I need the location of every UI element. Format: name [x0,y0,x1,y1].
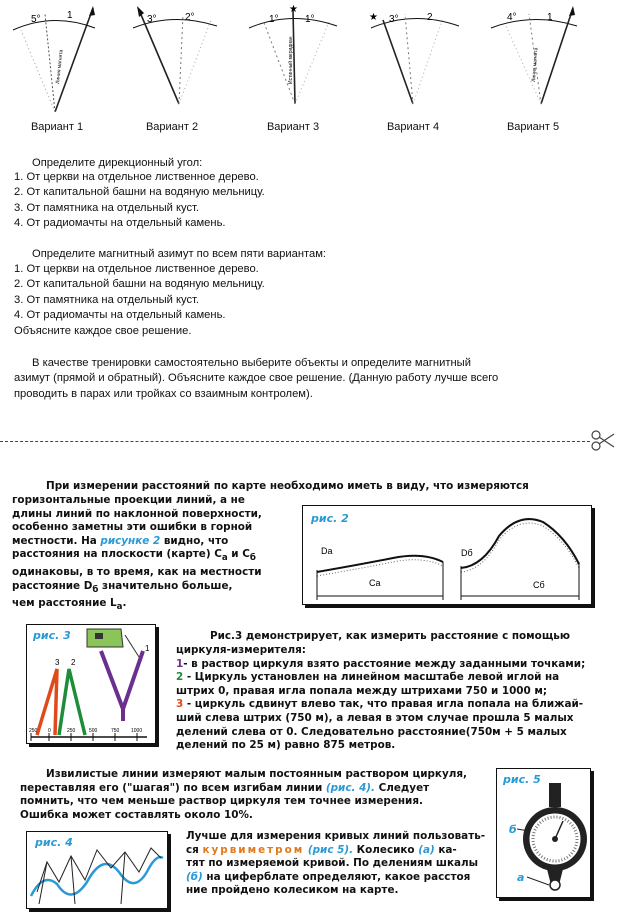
svg-text:2: 2 [71,658,76,667]
variant-5-right-mark: 1 [547,12,553,23]
curvimeter-term: курвиметром [202,843,305,856]
variant-5-diagram [485,0,585,112]
svg-text:Cа: Cа [369,578,381,588]
variant-1-side-text: Линия магнита [55,49,65,85]
figure-5-mark-b: б [509,823,517,836]
variant-2-right-mark: 2° [185,12,195,23]
cut-line [0,441,590,442]
measure-text: горизонтальные проекции линий, а не длины линий по наклонной поверхности, особенно заметны эти ошибки в горной местности. На рисунке 2 видно, что расстояния на плоскости (карте) $С_а$ и $С_б$ одинаковы, в то время, как на местности расстояние $D_б$ значительно больше, чем расстояние $L_а$. [12,494,262,613]
variant-2-label: Вариант 2 [145,121,199,133]
scale-tick: 250 [29,728,38,734]
scale-tick: 500 [89,728,98,734]
task1-list [14,170,265,232]
task1-item: 3. От памятника на отдельный куст. [14,201,200,214]
figure-5-mark-a: а [517,871,525,884]
task2-heading: Определите магнитный азимут по всем пяти вариантам: [32,248,327,260]
figure-5 [496,768,591,898]
svg-text:1: 1 [145,644,150,653]
figure-2-label: рис. 2 [311,512,349,525]
variant-4-left-mark: 3° [389,14,399,25]
figure-5-label: рис. 5 [503,773,541,786]
task1-item: 4. От радиомачты на отдельный камень. [14,217,226,230]
svg-text:★: ★ [289,4,298,15]
variant-1-diagram [5,0,105,112]
variant-4-right-mark: 2 [427,12,433,23]
variant-2-left-mark: 3° [147,14,157,25]
svg-text:3: 3 [55,658,60,667]
svg-text:Dа: Dа [321,546,333,556]
variant-1-right-mark: 1 [67,10,73,21]
scale-tick: 250 [67,728,76,734]
measure-line1: При измерении расстояний по карте необходимо иметь в виду, что измеряются [46,480,529,492]
figure-4-label: рис. 4 [35,836,73,849]
scale-tick: 1000 [131,728,143,734]
variant-5-side-text: Линия магнита [531,47,540,83]
figure-3-intro: Рис.3 демонстрирует, как измерить расстояние с помощью [210,630,570,642]
curvimeter-text: Лучше для измерения кривых линий пользовать- ся курвиметром (рис 5). Колесико (а) ка- тят по измеряемой кривой. По делениям шкалы (б) на циферблате определяют, какое расстоя ние пройдено колесиком на карте. [186,830,486,897]
figure-5-reference[interactable]: (рис 5). [307,843,354,856]
task2-item: Объясните каждое свое решение. [14,324,192,337]
scale-tick: 0 [48,728,51,734]
variant-3-diagram [245,0,345,112]
variant-5-left-mark: 4° [507,12,517,23]
scissors-icon [590,428,616,454]
variant-5-label: Вариант 5 [506,121,560,133]
variant-1-label: Вариант 1 [30,121,84,133]
figure-2-reference[interactable]: рисунке 2 [100,534,161,547]
svg-text:Dб: Dб [461,548,473,558]
variant-3-side-text: Истинный меридиан [288,36,294,84]
figure-3-label: рис. 3 [33,629,71,642]
variant-2-diagram [125,0,225,112]
curves-text: Извилистые линии измеряют малым постоянным раствором циркуля, переставляя его ("шагая") по всем изгибам линии (рис. 4). Следует помнить, что чем меньше раствор циркуля тем точнее измерения. Ошибка может составлять около 10%. [20,768,467,821]
variant-4-label: Вариант 4 [386,121,440,133]
variant-1-left-mark: 5° [31,14,41,25]
figure-4 [26,831,168,909]
variant-3-label: Вариант 3 [266,121,320,133]
figure-3 [26,624,156,744]
task2-item: 4. От радиомачты на отдельный камень. [14,309,226,322]
task2-item: 1. От церкви на отдельное лиственное дерево. [14,263,259,275]
figure-3-text: циркуля-измерителя: 1- в раствор циркуля взято расстояние между заданными точками; 2 - Циркуль установлен на линейном масштабе левой иглой на штрих 0, правая игла попала между штрихами 750 и 1000 м; 3 - циркуль сдвинут влево так, что правая игла попала на ближай- ший слева штрих (750 м), а левая в этом случае прошла 5 малых делений слева от 0. Следовательно расстояние(750м + 5 малых делений по 25 м) равно 875 метров. [176,644,586,752]
variant-3-left-mark: 1° [269,14,279,25]
svg-text:Cб: Cб [533,580,545,590]
variant-4-diagram [365,0,465,112]
task2-item: 3. От памятника на отдельный куст. [14,293,200,306]
training-paragraph: В качестве тренировки самостоятельно выберите объекты и определите магнитный азимут (прямой и обратный). Объясните каждое свое решение. (Данную работу лучше всего проводить в парах или тройках со взаимным контролем). [14,357,499,400]
task1-heading: Определите дирекционный угол: [32,157,203,169]
task2-list [14,262,265,339]
task2-item: 2. От капитальной башни на водяную мельницу. [14,278,265,291]
figure-4-reference[interactable]: (рис. 4). [325,781,375,794]
task1-item: 2. От капитальной башни на водяную мельницу. [14,186,265,199]
scale-tick: 750 [111,728,120,734]
figure-2 [302,505,592,605]
task1-item: 1. От церкви на отдельное лиственное дерево. [14,171,259,183]
svg-text:★: ★ [369,12,378,23]
variant-3-right-mark: 1° [305,14,315,25]
